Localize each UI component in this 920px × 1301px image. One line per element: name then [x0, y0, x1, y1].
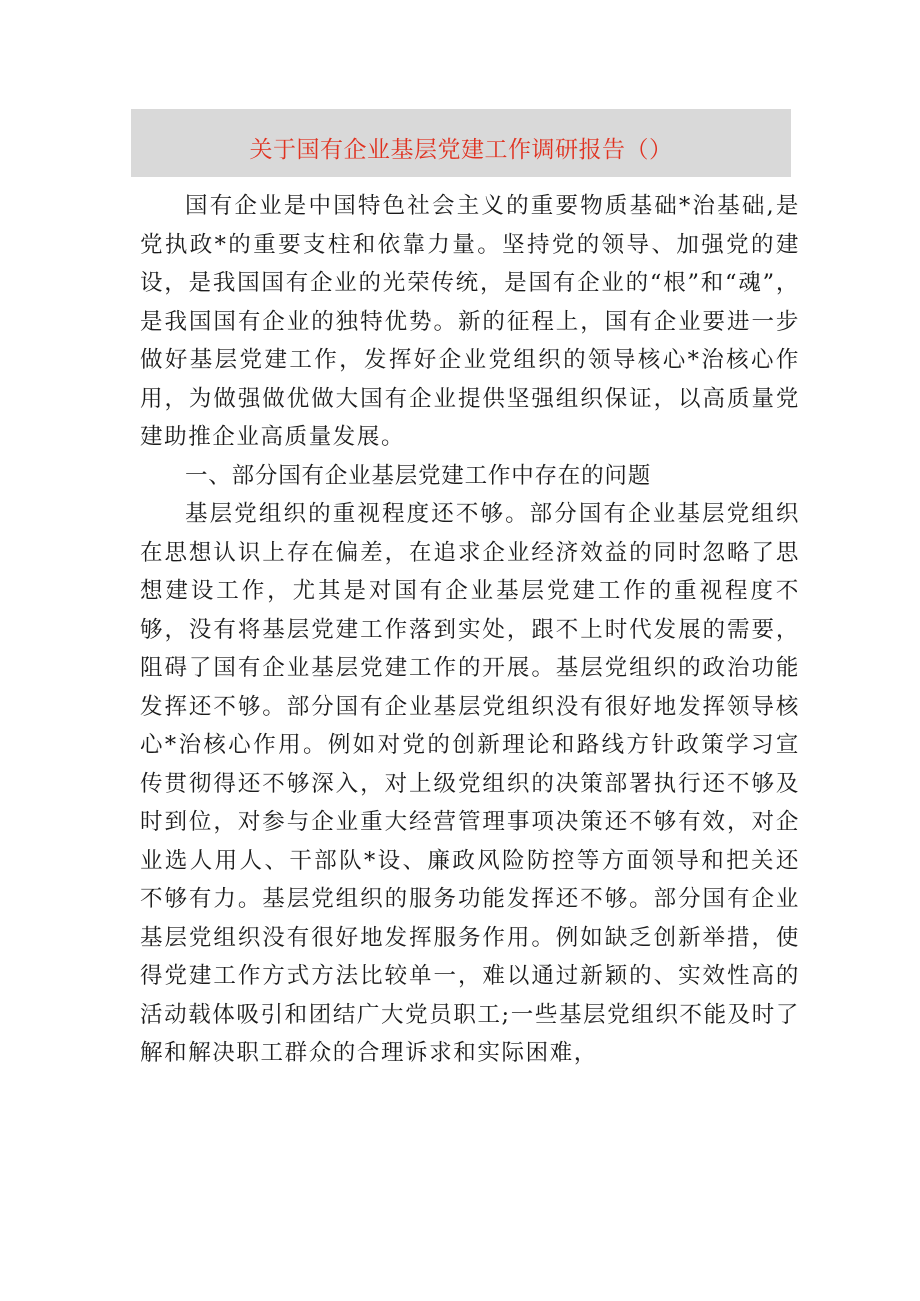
- document-body: [140, 187, 800, 1073]
- title-banner: [131, 109, 791, 177]
- section-heading: 一、部分国有企业基层党建工作中存在的问题: [185, 462, 652, 489]
- intro-paragraph: 国有企业是中国特色社会主义的重要物质基础*治基础,是党执政*的重要支柱和依靠力量。坚持党的领导、加强党的建设，是我国国有企业的光荣传统，是国有企业的“根”和“魂”，是我国国有企业的独特优势。新的征程上，国有企业要进一步做好基层党建工作，发挥好企业党组织的领导核心*治核心作用，为做强做优做大国有企业提供坚强组织保证，以高质量党建助推企业高质量发展。: [140, 193, 800, 450]
- section-paragraph: 基层党组织的重视程度还不够。部分国有企业基层党组织在思想认识上存在偏差，在追求企业经济效益的同时忽略了思想建设工作，尤其是对国有企业基层党建工作的重视程度不够，没有将基层党建工作落到实处，跟不上时代发展的需要，阻碍了国有企业基层党建工作的开展。基层党组织的政治功能发挥还不够。部分国有企业基层党组织没有很好地发挥领导核心*治核心作用。例如对党的创新理论和路线方针政策学习宣传贯彻得还不够深入，对上级党组织的决策部署执行还不够及时到位，对参与企业重大经营管理事项决策还不够有效，对企业选人用人、干部队*设、廉政风险防控等方面领导和把关还不够有力。基层党组织的服务功能发挥还不够。部分国有企业基层党组织没有很好地发挥服务作用。例如缺乏创新举措，使得党建工作方式方法比较单一，难以通过新颖的、实效性高的活动载体吸引和团结广大党员职工;一些基层党组织不能及时了解和解决职工群众的合理诉求和实际困难，: [140, 501, 800, 1066]
- document-title: 关于国有企业基层党建工作调研报告（）: [249, 136, 673, 163]
